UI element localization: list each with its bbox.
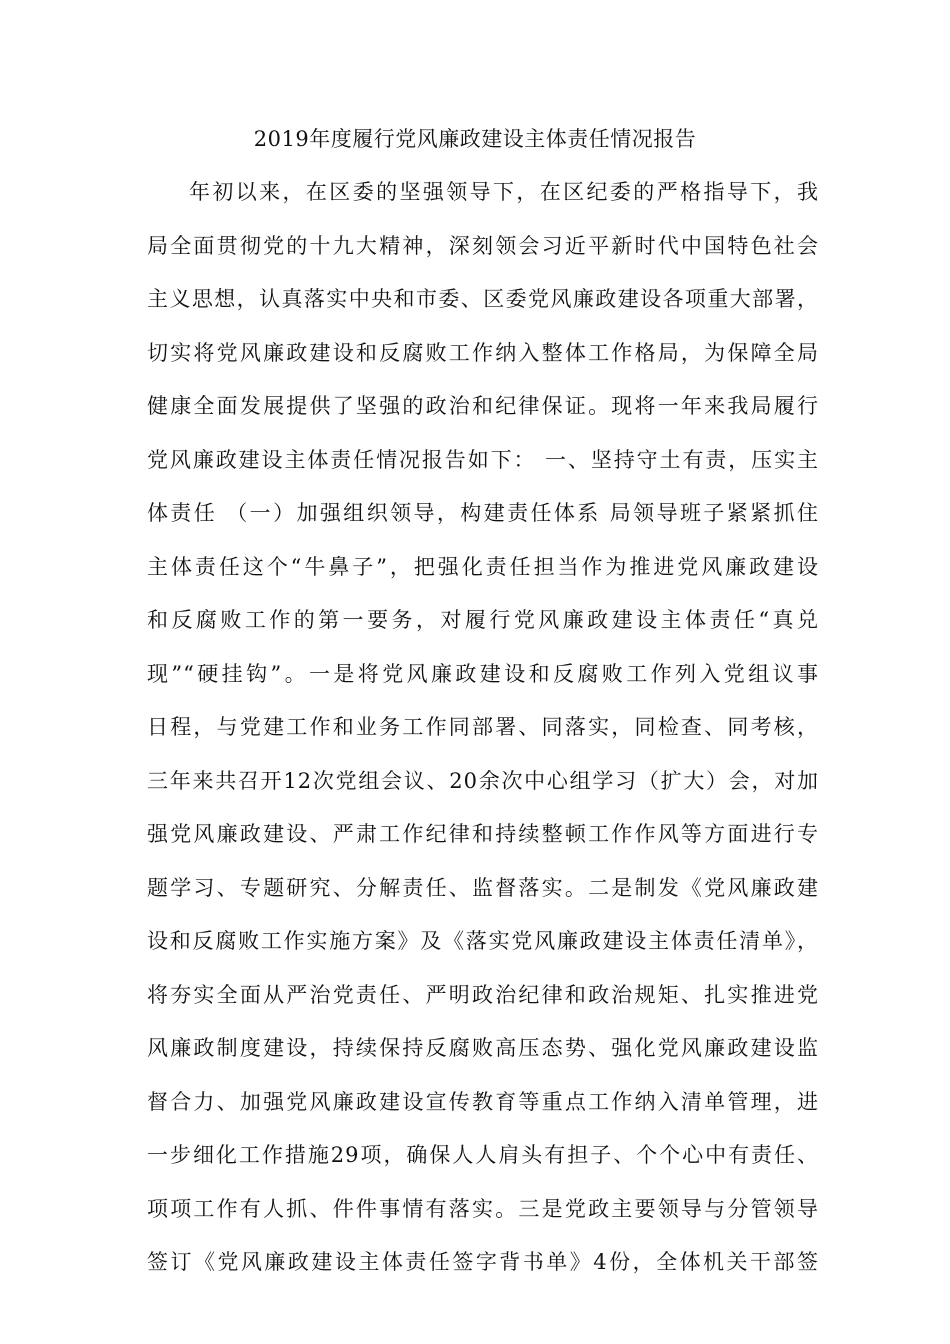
body-line: 签订《党风廉政建设主体责任签字背书单》4份，全体机关干部签: [147, 1250, 819, 1274]
body-line: 强党风廉政建设、严肃工作纪律和持续整顿工作作风等方面进行专: [147, 822, 819, 846]
body-line: 和反腐败工作的第一要务，对履行党风廉政建设主体责任“真兑: [147, 608, 819, 632]
body-line: 健康全面发展提供了坚强的政治和纪律保证。现将一年来我局履行: [147, 394, 819, 418]
body-line: 主体责任这个“牛鼻子”，把强化责任担当作为推进党风廉政建设: [147, 554, 819, 579]
document-body: [147, 172, 819, 1296]
body-line: 切实将党风廉政建设和反腐败工作纳入整体工作格局，为保障全局: [147, 340, 819, 365]
body-line: 将夯实全面从严治党责任、严明政治纪律和政治规矩、扎实推进党: [147, 982, 819, 1007]
body-line: 体责任 （一）加强组织领导，构建责任体系 局领导班子紧紧抓住: [147, 501, 819, 525]
body-line: 年初以来，在区委的坚强领导下，在区纪委的严格指导下，我: [189, 180, 819, 204]
body-line: 设和反腐败工作实施方案》及《落实党风廉政建设主体责任清单》，: [147, 929, 819, 953]
body-line: 督合力、加强党风廉政建设宣传教育等重点工作纳入清单管理，进: [147, 1089, 819, 1114]
body-line: 现”“硬挂钩”。一是将党风廉政建设和反腐败工作列入党组议事: [147, 661, 819, 686]
body-line: 三年来共召开12次党组会议、20余次中心组学习（扩大）会，对加: [147, 768, 819, 793]
body-line: 党风廉政建设主体责任情况报告如下： 一、坚持守土有责，压实主: [147, 447, 819, 472]
body-line: 题学习、专题研究、分解责任、监督落实。二是制发《党风廉政建: [147, 875, 819, 900]
body-line: 一步细化工作措施29项，确保人人肩头有担子、个个心中有责任、: [147, 1143, 819, 1167]
body-line: 主义思想，认真落实中央和市委、区委党风廉政建设各项重大部署，: [147, 287, 819, 311]
body-line: 项项工作有人抓、件件事情有落实。三是党政主要领导与分管领导: [147, 1196, 819, 1221]
body-line: 风廉政制度建设，持续保持反腐败高压态势、强化党风廉政建设监: [147, 1036, 819, 1060]
body-line: 日程，与党建工作和业务工作同部署、同落实，同检查、同考核，: [147, 715, 819, 739]
document-title: 2019年度履行党风廉政建设主体责任情况报告: [253, 127, 697, 151]
body-line: 局全面贯彻党的十九大精神，深刻领会习近平新时代中国特色社会: [147, 233, 819, 258]
